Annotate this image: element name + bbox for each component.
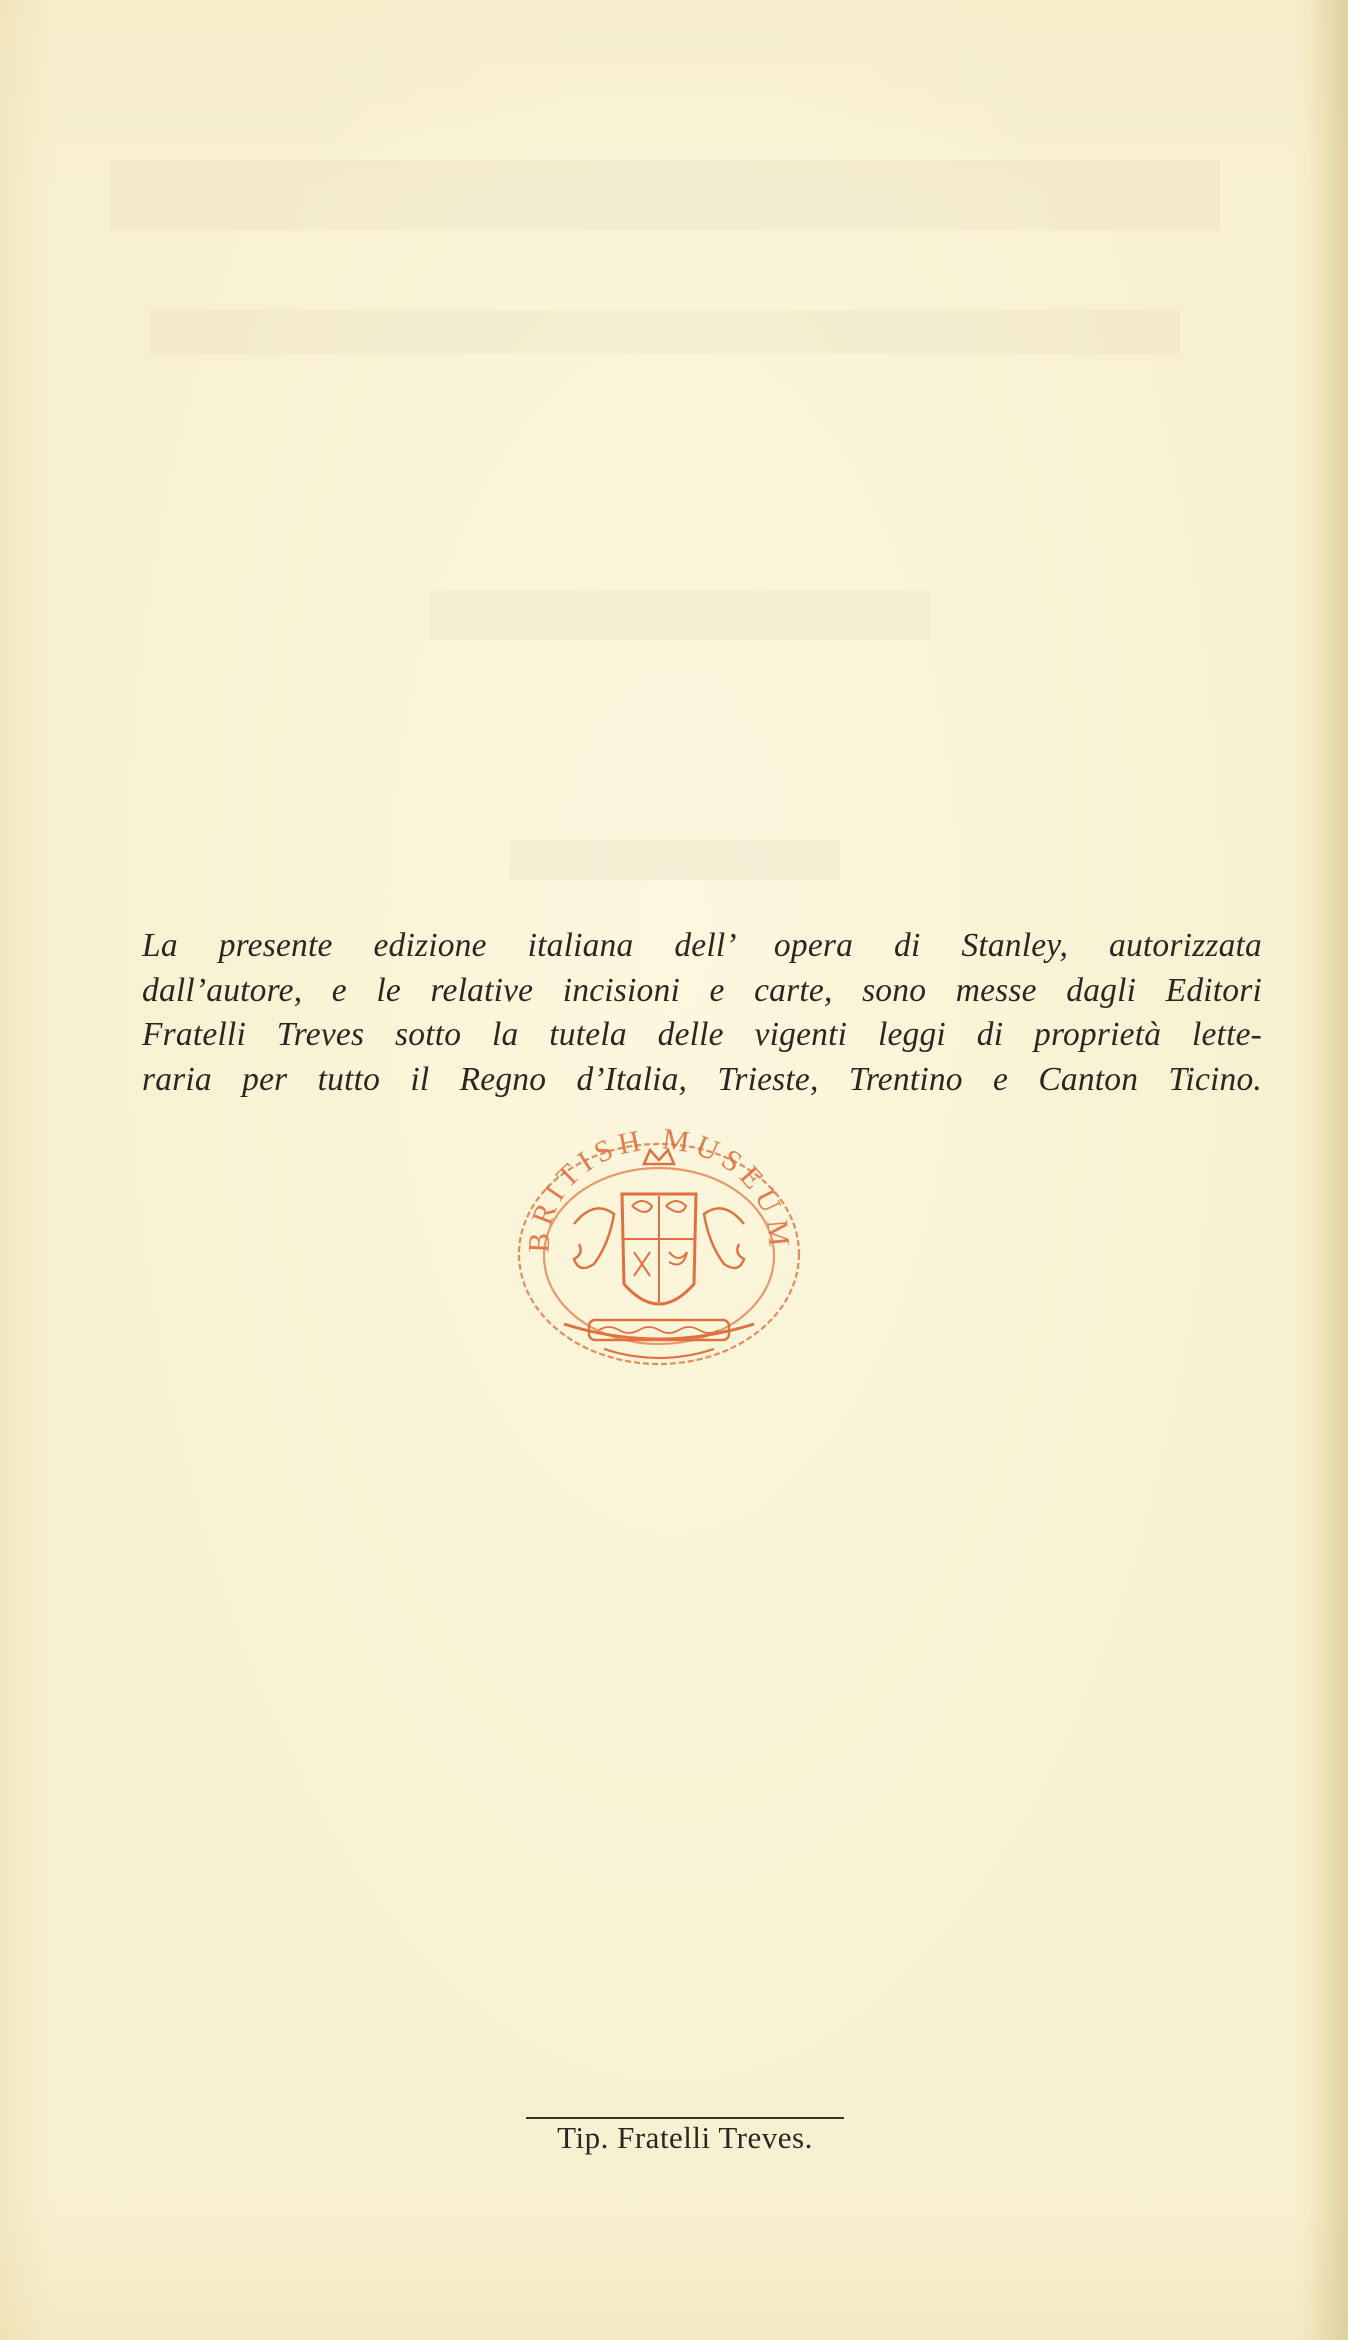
notice-line: raria per tutto il Regno d’Italia, Trieste, Trentino e Canton Ticino.: [142, 1060, 1262, 1098]
imprint-rule: [526, 2117, 844, 2119]
stamp-lettering: BRITISH MUSEUM: [522, 1124, 797, 1254]
show-through-ghost-text: [90, 120, 1260, 1020]
british-museum-stamp-icon: [504, 1124, 814, 1372]
notice-line: La presente edizione italiana dell’ opera di Stanley, autorizzata: [142, 927, 1262, 964]
notice-line: Fratelli Treves sotto la tutela delle vigenti leggi di proprietà lette-: [142, 1016, 1262, 1053]
copyright-notice: [142, 924, 1262, 1102]
page-edge-shadow: [1308, 0, 1348, 2340]
notice-line: dall’autore, e le relative incisioni e carte, sono messe dagli Editori: [142, 971, 1262, 1009]
printer-imprint: Tip. Fratelli Treves.: [557, 2120, 813, 2155]
